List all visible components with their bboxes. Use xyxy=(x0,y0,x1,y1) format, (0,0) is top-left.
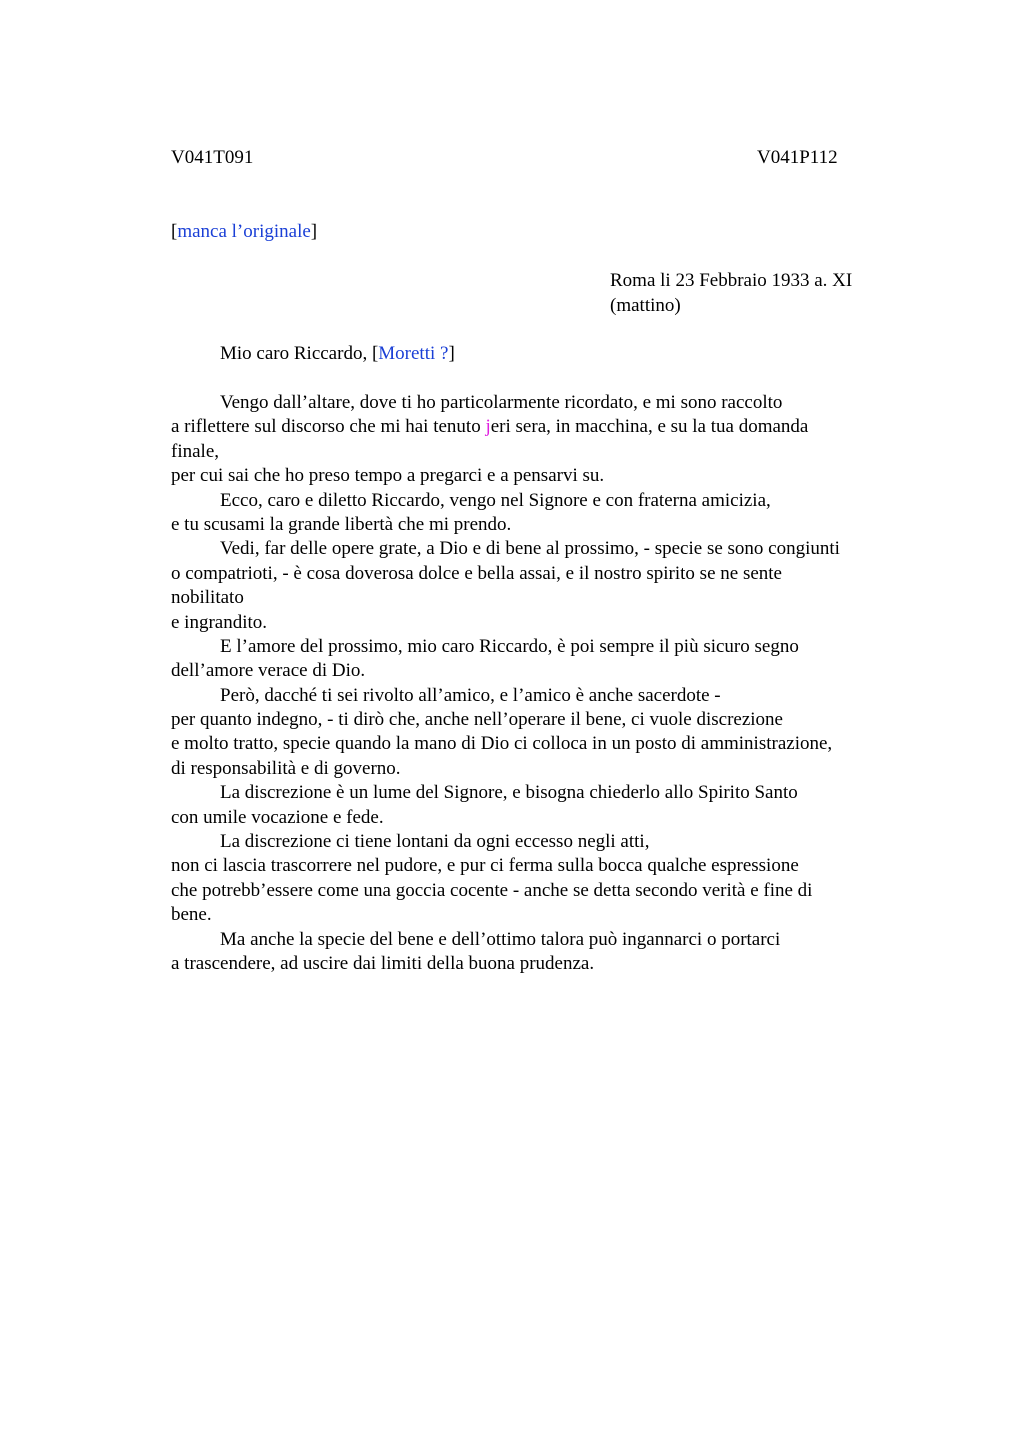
letter-line: che potrebb’essere come una goccia cocente - anche se detta secondo verità e fine di xyxy=(171,879,813,901)
letter-line-part: eri sera, in macchina, e su la tua domanda xyxy=(490,416,809,438)
salutation-bracket-close: ] xyxy=(448,343,455,364)
document-code-left: V041T091 xyxy=(171,147,254,168)
correction-mark: j xyxy=(485,416,491,438)
letter-line: E l’amore del prossimo, mio caro Riccardo, è poi sempre il più sicuro segno xyxy=(220,635,799,657)
letter-line: di responsabilità e di governo. xyxy=(171,757,401,779)
letter-line: non ci lascia trascorrere nel pudore, e pur ci ferma sulla bocca qualche espressione xyxy=(171,855,799,877)
dateline xyxy=(610,269,852,318)
letter-line: Però, dacché ti sei rivolto all’amico, e l’amico è anche sacerdote - xyxy=(220,684,721,706)
letter-line: Ma anche la specie del bene e dell’ottimo talora può ingannarci o portarci xyxy=(220,928,781,950)
letter-line: con umile vocazione e fede. xyxy=(171,806,384,828)
letter-line: per quanto indegno, - ti dirò che, anche nell’operare il bene, ci vuole discrezione xyxy=(171,709,783,731)
letter-line: per cui sai che ho preso tempo a pregarci e a pensarvi su. xyxy=(171,465,605,487)
letter-line: La discrezione è un lume del Signore, e bisogna chiederlo allo Spirito Santo xyxy=(220,782,798,804)
note-bracket-open: [ xyxy=(171,221,178,242)
letter-line: e tu scusami la grande libertà che mi prendo. xyxy=(171,513,512,535)
salutation xyxy=(220,342,455,366)
dateline-place-date: Roma li 23 Febbraio 1933 a. XI xyxy=(610,270,853,291)
letter-line: dell’amore verace di Dio. xyxy=(171,660,366,682)
letter-line: a trascendere, ad uscire dai limiti della buona prudenza. xyxy=(171,952,595,974)
note-text: manca l’originale xyxy=(177,221,311,242)
salutation-text: Mio caro Riccardo, [ xyxy=(220,343,379,364)
editorial-note xyxy=(171,220,317,244)
dateline-time: (mattino) xyxy=(610,294,681,316)
letter-body xyxy=(171,391,911,976)
letter-line: Ecco, caro e diletto Riccardo, vengo nel Signore e con fraterna amicizia, xyxy=(220,489,771,511)
note-bracket-close: ] xyxy=(310,221,318,242)
salutation-annotation: Moretti ? xyxy=(378,343,449,364)
letter-line: Vengo dall’altare, dove ti ho particolarmente ricordato, e mi sono raccolto xyxy=(220,392,783,413)
letter-line: Vedi, far delle opere grate, a Dio e di bene al prossimo, - specie se sono congiunti xyxy=(220,538,840,560)
letter-line: La discrezione ci tiene lontani da ogni eccesso negli atti, xyxy=(220,831,650,853)
letter-line: bene. xyxy=(171,904,212,926)
letter-line: o compatrioti, - è cosa doverosa dolce e bella assai, e il nostro spirito se ne sente xyxy=(171,562,782,584)
letter-line-part: a riflettere sul discorso che mi hai tenuto xyxy=(171,416,486,438)
document-code-right: V041P112 xyxy=(757,147,838,168)
letter-line xyxy=(171,415,911,439)
letter-line: e molto tratto, specie quando la mano di Dio ci colloca in un posto di amministrazione, xyxy=(171,733,833,755)
letter-line: e ingrandito. xyxy=(171,611,268,633)
letter-line: nobilitato xyxy=(171,587,244,609)
letter-line: finale, xyxy=(171,440,220,462)
